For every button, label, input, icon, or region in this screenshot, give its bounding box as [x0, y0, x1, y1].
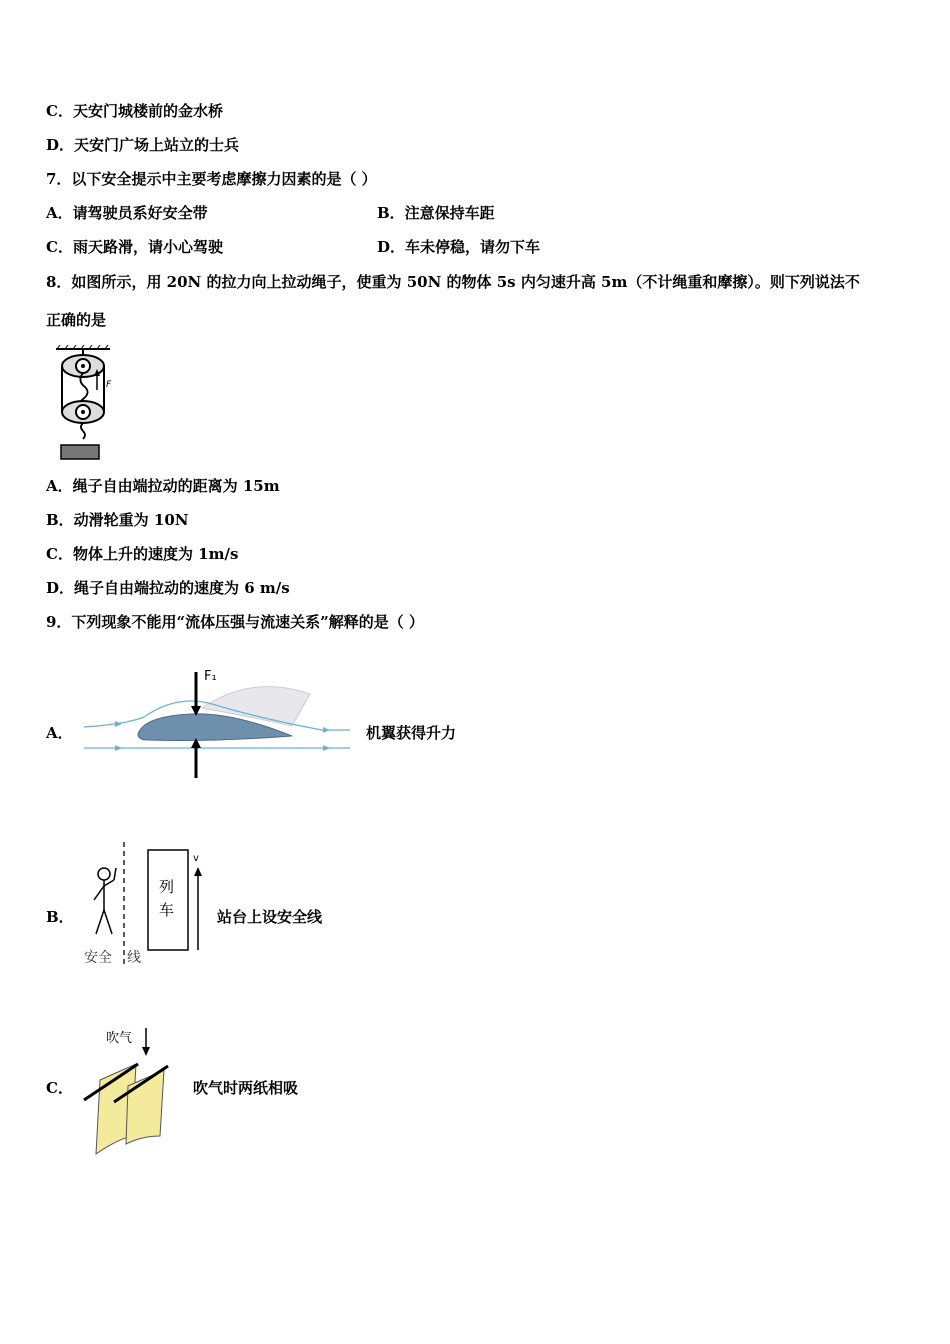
q9-option-c-letter: C． [46, 1079, 73, 1097]
wing-force-label: F₁ [204, 669, 217, 684]
q8-option-b: B．动滑轮重为 10N [46, 511, 189, 529]
wing-diagram [82, 664, 354, 780]
option-d-prev: D．天安门广场上站立的士兵 [46, 136, 240, 154]
pulley-force-label: F [106, 380, 112, 390]
question-7: 7．以下安全提示中主要考虑摩擦力因素的是（ ） [46, 170, 377, 188]
train-label-1: 列 [159, 878, 175, 896]
q9-option-b-text: 站台上设安全线 [217, 908, 323, 926]
q9-option-c-text: 吹气时两纸相吸 [193, 1079, 299, 1097]
question-9: 9．下列现象不能用“流体压强与流速关系”解释的是（ ） [46, 613, 424, 631]
safety-label: 安全 [84, 950, 112, 966]
q7-option-c: C．雨天路滑，请小心驾驶 [46, 238, 223, 256]
blow-label: 吹气 [106, 1031, 133, 1046]
q8-option-d: D．绳子自由端拉动的速度为 6 m/s [46, 579, 290, 597]
pulley-diagram [52, 345, 122, 463]
q9-option-a-letter: A． [46, 724, 73, 742]
train-label-2: 车 [159, 901, 175, 919]
q7-option-a: A．请驾驶员系好安全带 [46, 204, 208, 222]
speed-label: v [193, 853, 199, 864]
q8-option-c: C．物体上升的速度为 1m/s [46, 545, 239, 563]
q7-option-d: D．车未停稳，请勿下车 [377, 238, 541, 256]
question-8-cont: 正确的是 [46, 311, 107, 329]
q9-option-a-text: 机翼获得升力 [366, 724, 457, 742]
line-label: 线 [127, 950, 141, 966]
q7-option-b: B．注意保持车距 [377, 204, 495, 222]
paper-diagram [80, 1024, 180, 1158]
q8-option-a: A．绳子自由端拉动的距离为 15m [46, 477, 280, 495]
q9-option-b-letter: B． [46, 908, 74, 926]
option-c-prev: C．天安门城楼前的金水桥 [46, 102, 223, 120]
train-diagram [82, 840, 208, 970]
question-8: 8．如图所示，用 20N 的拉力向上拉动绳子，使重为 50N 的物体 5s 内匀速升高 5m（不计绳重和摩擦）。则下列说法不 [46, 273, 860, 291]
